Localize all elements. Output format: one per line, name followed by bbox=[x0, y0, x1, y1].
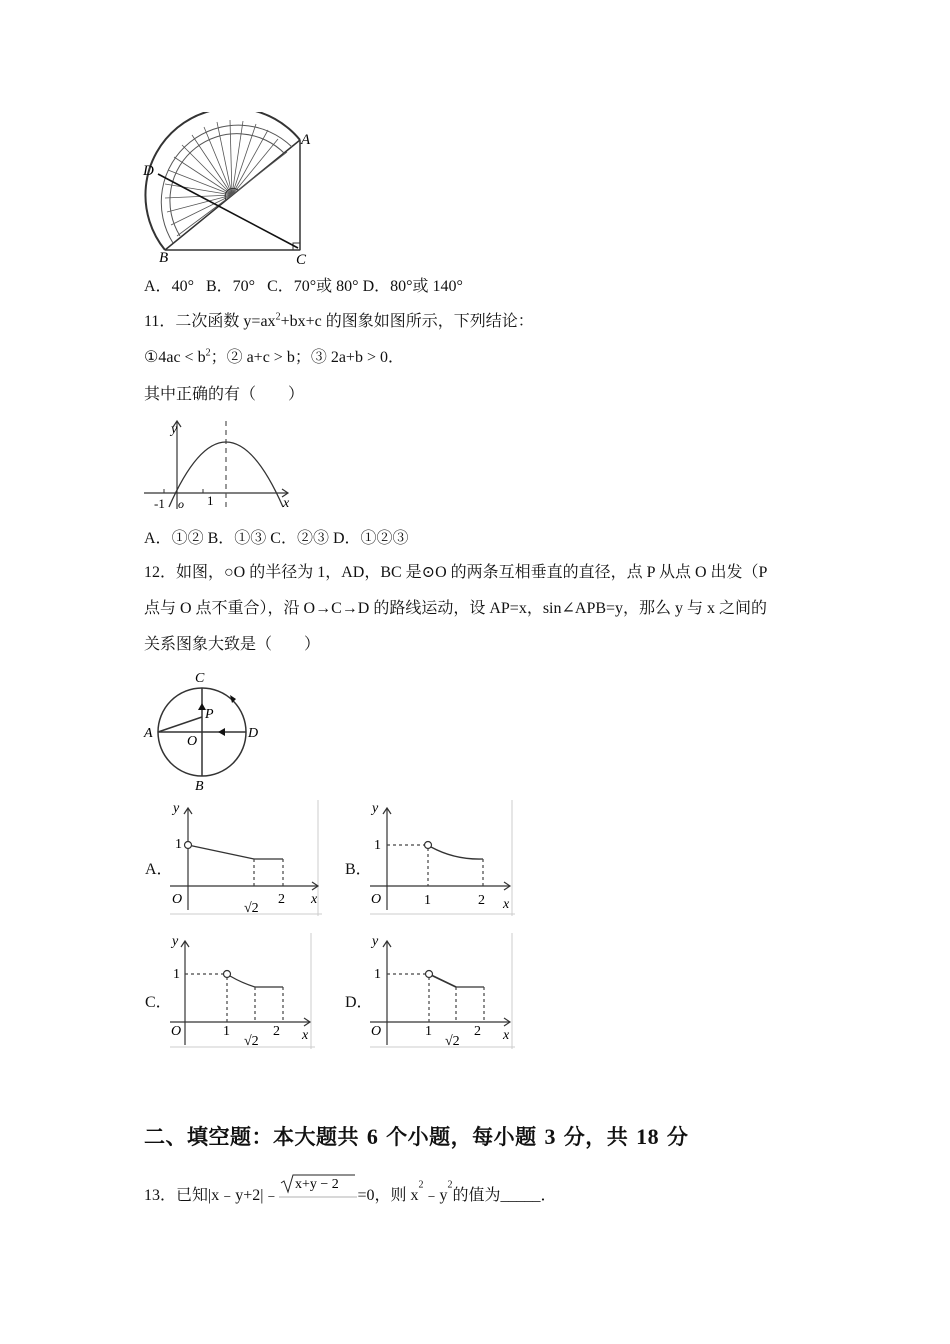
svg-text:√2: √2 bbox=[244, 901, 259, 916]
svg-text:O: O bbox=[371, 1024, 382, 1039]
svg-text:C: C bbox=[195, 671, 205, 686]
q10-protractor-figure bbox=[140, 112, 315, 267]
svg-text:O: O bbox=[187, 734, 198, 749]
svg-text:P: P bbox=[205, 707, 214, 722]
label-A: A bbox=[301, 132, 311, 148]
q10-option-c[interactable]: C．70°或 80° bbox=[267, 278, 359, 295]
q13-sqrt-fraction bbox=[279, 1173, 357, 1207]
svg-text:x+y − 2: x+y − 2 bbox=[295, 1177, 340, 1193]
q12-option-b-label[interactable]: B． bbox=[345, 861, 372, 878]
q11-options bbox=[144, 528, 409, 550]
q12-stem-line2: 点与 O 点不重合），沿 O→C→D 的路线运动，设 AP=x，sin∠APB=y，那么 y 与 x 之间的 bbox=[144, 600, 768, 617]
q12-stem-line1: 12．如图，○O 的半径为 1，AD，BC 是⊙O 的两条互相垂直的直径，点 P 从点 O 出发（P bbox=[144, 564, 768, 581]
q13-stem: 13．已知|x﹣y+2|﹣ x+y − 2 =0，则 $x^2﹣y^2$的值为_____． bbox=[144, 1172, 557, 1208]
svg-text:1: 1 bbox=[424, 893, 431, 908]
svg-text:y: y bbox=[372, 934, 379, 949]
svg-text:O: O bbox=[172, 892, 183, 907]
svg-text:O: O bbox=[371, 892, 382, 907]
svg-text:1: 1 bbox=[374, 967, 381, 982]
svg-text:2: 2 bbox=[478, 893, 485, 908]
q12-option-c-label[interactable]: C． bbox=[145, 994, 172, 1011]
svg-text:B: B bbox=[195, 779, 204, 794]
svg-text:x: x bbox=[503, 897, 510, 912]
svg-text:-1: -1 bbox=[154, 496, 165, 511]
q13-answer-blank[interactable]: _____ bbox=[500, 1187, 541, 1204]
label-C: C bbox=[296, 252, 307, 267]
svg-text:O: O bbox=[171, 1024, 182, 1039]
q11-option-b[interactable]: B．①③ bbox=[207, 530, 267, 547]
q12-option-c-graph[interactable] bbox=[170, 933, 315, 1049]
svg-text:1: 1 bbox=[175, 837, 182, 852]
svg-text:o: o bbox=[178, 497, 184, 511]
svg-text:y: y bbox=[172, 934, 179, 949]
svg-text:x: x bbox=[311, 892, 318, 907]
q12-option-d-label[interactable]: D． bbox=[345, 994, 373, 1011]
q10-option-d[interactable]: D．80°或 140° bbox=[362, 278, 463, 295]
svg-text:x: x bbox=[503, 1028, 510, 1043]
q11-option-a[interactable]: A．①② bbox=[144, 530, 204, 547]
q10-options bbox=[144, 276, 463, 298]
q12-option-d-graph[interactable] bbox=[370, 933, 515, 1049]
svg-text:y: y bbox=[171, 422, 178, 437]
svg-text:x: x bbox=[302, 1028, 309, 1043]
svg-text:2: 2 bbox=[273, 1024, 280, 1039]
q11-option-d[interactable]: D．①②③ bbox=[332, 530, 409, 547]
label-B: B bbox=[159, 250, 169, 266]
q12-option-a-label[interactable]: A． bbox=[145, 861, 173, 878]
q12-option-b-graph[interactable] bbox=[370, 800, 515, 916]
svg-text:2: 2 bbox=[474, 1024, 481, 1039]
q11-conclusions: ①4ac < $b^2$；② a+c > b；③ 2a+b > 0． bbox=[144, 347, 404, 366]
q10-option-a[interactable]: A．40° bbox=[144, 278, 194, 295]
svg-text:√2: √2 bbox=[445, 1034, 460, 1049]
svg-text:y: y bbox=[372, 801, 379, 816]
svg-text:2: 2 bbox=[278, 892, 285, 907]
section-heading: 二、填空题：本大题共 6 个小题，每小题 3 分，共 18 分 bbox=[144, 1124, 689, 1149]
svg-text:1: 1 bbox=[173, 967, 180, 982]
svg-text:1: 1 bbox=[207, 493, 214, 508]
svg-text:1: 1 bbox=[425, 1024, 432, 1039]
q11-stem: 11．二次函数 $y=ax^2+bx+c$ 的图象如图所示，下列结论： bbox=[144, 311, 534, 330]
svg-text:y: y bbox=[173, 801, 180, 816]
q11-option-c[interactable]: C．②③ bbox=[270, 530, 329, 547]
svg-text:1: 1 bbox=[374, 838, 381, 853]
q12-option-a-graph[interactable] bbox=[170, 800, 322, 916]
svg-text:1: 1 bbox=[223, 1024, 230, 1039]
svg-text:x: x bbox=[283, 496, 290, 511]
svg-text:A: A bbox=[144, 726, 153, 741]
q12-stem-line3: 关系图象大致是（ ） bbox=[144, 636, 321, 653]
svg-text:√2: √2 bbox=[244, 1034, 259, 1049]
label-D: D bbox=[143, 163, 154, 179]
q11-question: 其中正确的有（ ） bbox=[144, 384, 305, 403]
q10-option-b[interactable]: B．70° bbox=[205, 278, 256, 295]
svg-text:D: D bbox=[248, 726, 259, 741]
q11-parabola-figure bbox=[142, 417, 294, 512]
q12-circle-figure bbox=[140, 667, 270, 795]
